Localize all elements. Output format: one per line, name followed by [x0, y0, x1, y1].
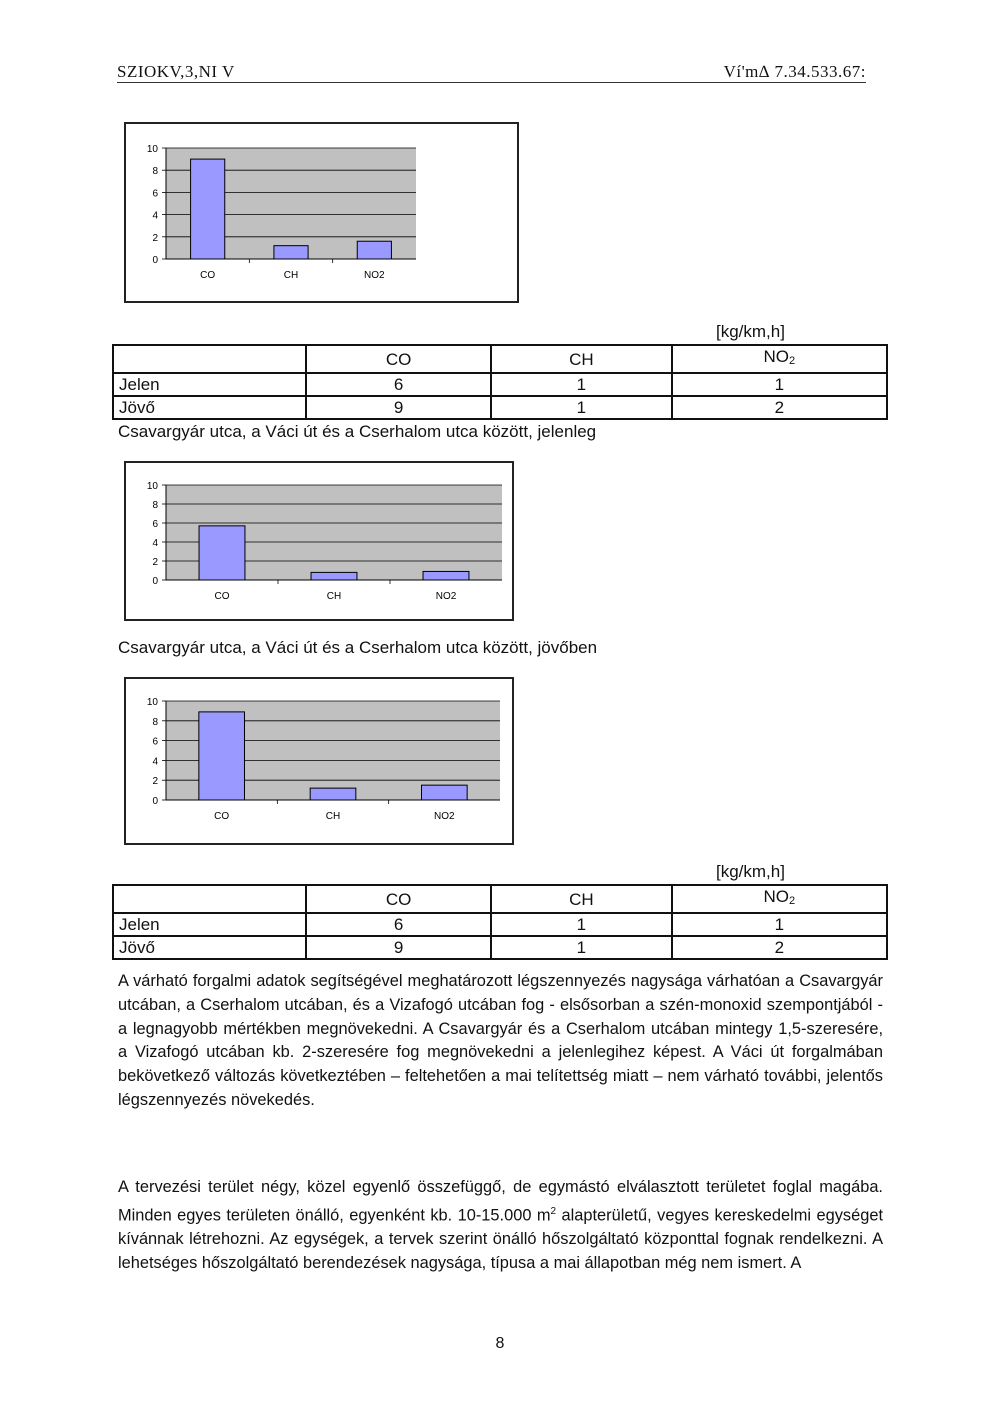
- table-header-row: [113, 345, 887, 373]
- bar-co: [199, 712, 245, 800]
- table-header-cell: $NO_2$: [672, 885, 887, 913]
- table-header-cell: $NO_2$: [672, 345, 887, 373]
- emission-table-1: [112, 344, 888, 420]
- y-tick-label: 0: [152, 255, 158, 266]
- table-header-row: [113, 885, 887, 913]
- table-header-cell: CH: [491, 345, 672, 373]
- bar-co: [199, 526, 245, 580]
- x-tick-label: CO: [214, 591, 230, 602]
- superscript: 2: [550, 1205, 557, 1217]
- emission-table-2: [112, 884, 888, 960]
- row-label: Jövő: [113, 396, 306, 419]
- bar-no2: [423, 571, 469, 580]
- x-tick-label: NO2: [435, 591, 457, 602]
- body-paragraph-2: [118, 1176, 883, 1276]
- table-cell: 9: [306, 396, 491, 419]
- bar-co: [191, 159, 225, 259]
- bar-ch: [274, 246, 308, 259]
- x-tick-label: CH: [325, 811, 341, 822]
- y-tick-label: 8: [152, 500, 158, 511]
- y-tick-label: 10: [146, 697, 158, 708]
- table-header-cell: [113, 885, 306, 913]
- table-row: [113, 936, 887, 959]
- row-label: Jelen: [113, 913, 306, 936]
- body-paragraph-1: A várható forgalmi adatok segítségével meghatározott légszennyezés nagysága várhatóan a Csavargyár utcában, a Cserhalom utcában, és a Vizafogó utcában fog - elsősorban a szén-monoxid szempontjából - a legnagyobb mértékben megnövekedni. A Csavargyár és a Cserhalom utcában mintegy 1,5-szeresére, a Vizafogó utcában kb. 2-szeresére fog megnövekedni a jelenlegihez képest. A Váci út forgalmában bekövetkező változás következtében – feltehetően a mai telítettség miatt – nem várható további, jelentős légszennyezés növekedés.: [118, 972, 883, 1109]
- paragraph-text: A tervezési terület négy, közel egyenlő összefüggő, de egymástó elválasztott területet foglal magába. Minden egyes területen önálló, egyenként kb. 10-15.000 m: [118, 1178, 883, 1225]
- bar-chart-1: [124, 122, 519, 303]
- bar-no2: [422, 785, 468, 800]
- unit-label-2: [kg/km,h]: [716, 862, 785, 881]
- table-cell: 1: [672, 913, 887, 936]
- table-cell: 6: [306, 373, 491, 396]
- table-row: [113, 913, 887, 936]
- bar-ch: [310, 788, 356, 800]
- x-tick-label: CH: [283, 270, 299, 281]
- header-right: Ví'm∆ 7.34.533.67:: [723, 62, 866, 81]
- y-tick-label: 6: [152, 188, 158, 200]
- table-cell: 1: [491, 373, 672, 396]
- table-header-cell: CO: [306, 345, 491, 373]
- paragraph-text: alapterületű, vegyes kereskedelmi egységet kívánnak létrehozni. Az egységek, a tervek szerint önálló hőszolgáltató központtal fognak rendelkezni. A lehetséges hőszolgáltató berendezések nagysága, típusa a mai állapotban még nem ismert. A: [118, 1206, 883, 1272]
- bar-chart-3: [124, 677, 514, 845]
- y-tick-label: 4: [152, 756, 158, 768]
- table-cell: 6: [306, 913, 491, 936]
- table-cell: 2: [672, 936, 887, 959]
- row-label: Jövő: [113, 936, 306, 959]
- y-tick-label: 8: [152, 716, 158, 728]
- x-tick-label: NO2: [434, 811, 455, 822]
- y-tick-label: 0: [152, 576, 158, 587]
- x-tick-label: CO: [214, 811, 230, 822]
- x-tick-label: CO: [200, 270, 216, 281]
- table-cell: 1: [491, 396, 672, 419]
- table-header-cell: CO: [306, 885, 491, 913]
- table-row: [113, 373, 887, 396]
- y-tick-label: 2: [152, 557, 158, 568]
- y-tick-label: 0: [152, 796, 158, 807]
- header-left: SZIOKV,3,NI V: [117, 62, 235, 81]
- table-cell: 1: [491, 936, 672, 959]
- y-tick-label: 6: [152, 736, 158, 748]
- row-label: Jelen: [113, 373, 306, 396]
- caption-2: Csavargyár utca, a Váci út és a Cserhalom utca között, jövőben: [118, 638, 598, 657]
- table-header-cell: CH: [491, 885, 672, 913]
- y-tick-label: 10: [146, 144, 158, 155]
- table-row: [113, 396, 887, 419]
- y-tick-label: 4: [152, 538, 158, 549]
- y-tick-label: 10: [146, 481, 158, 492]
- y-tick-label: 6: [152, 519, 158, 530]
- y-tick-label: 2: [152, 232, 158, 244]
- table-cell: 1: [491, 913, 672, 936]
- x-tick-label: NO2: [364, 270, 385, 281]
- table-header-cell: [113, 345, 306, 373]
- bar-chart-2: [124, 461, 514, 621]
- x-tick-label: CH: [326, 591, 342, 602]
- table-cell: 2: [672, 396, 887, 419]
- page-number: 8: [495, 1335, 505, 1352]
- bar-no2: [357, 241, 391, 259]
- table-cell: 9: [306, 936, 491, 959]
- unit-label-1: [kg/km,h]: [716, 322, 785, 341]
- y-tick-label: 2: [152, 776, 158, 788]
- caption-1: Csavargyár utca, a Váci út és a Cserhalom utca között, jelenleg: [118, 422, 597, 441]
- y-tick-label: 4: [152, 210, 158, 222]
- y-tick-label: 8: [152, 166, 158, 178]
- page-header: [117, 60, 866, 83]
- table-cell: 1: [672, 373, 887, 396]
- bar-ch: [311, 572, 357, 580]
